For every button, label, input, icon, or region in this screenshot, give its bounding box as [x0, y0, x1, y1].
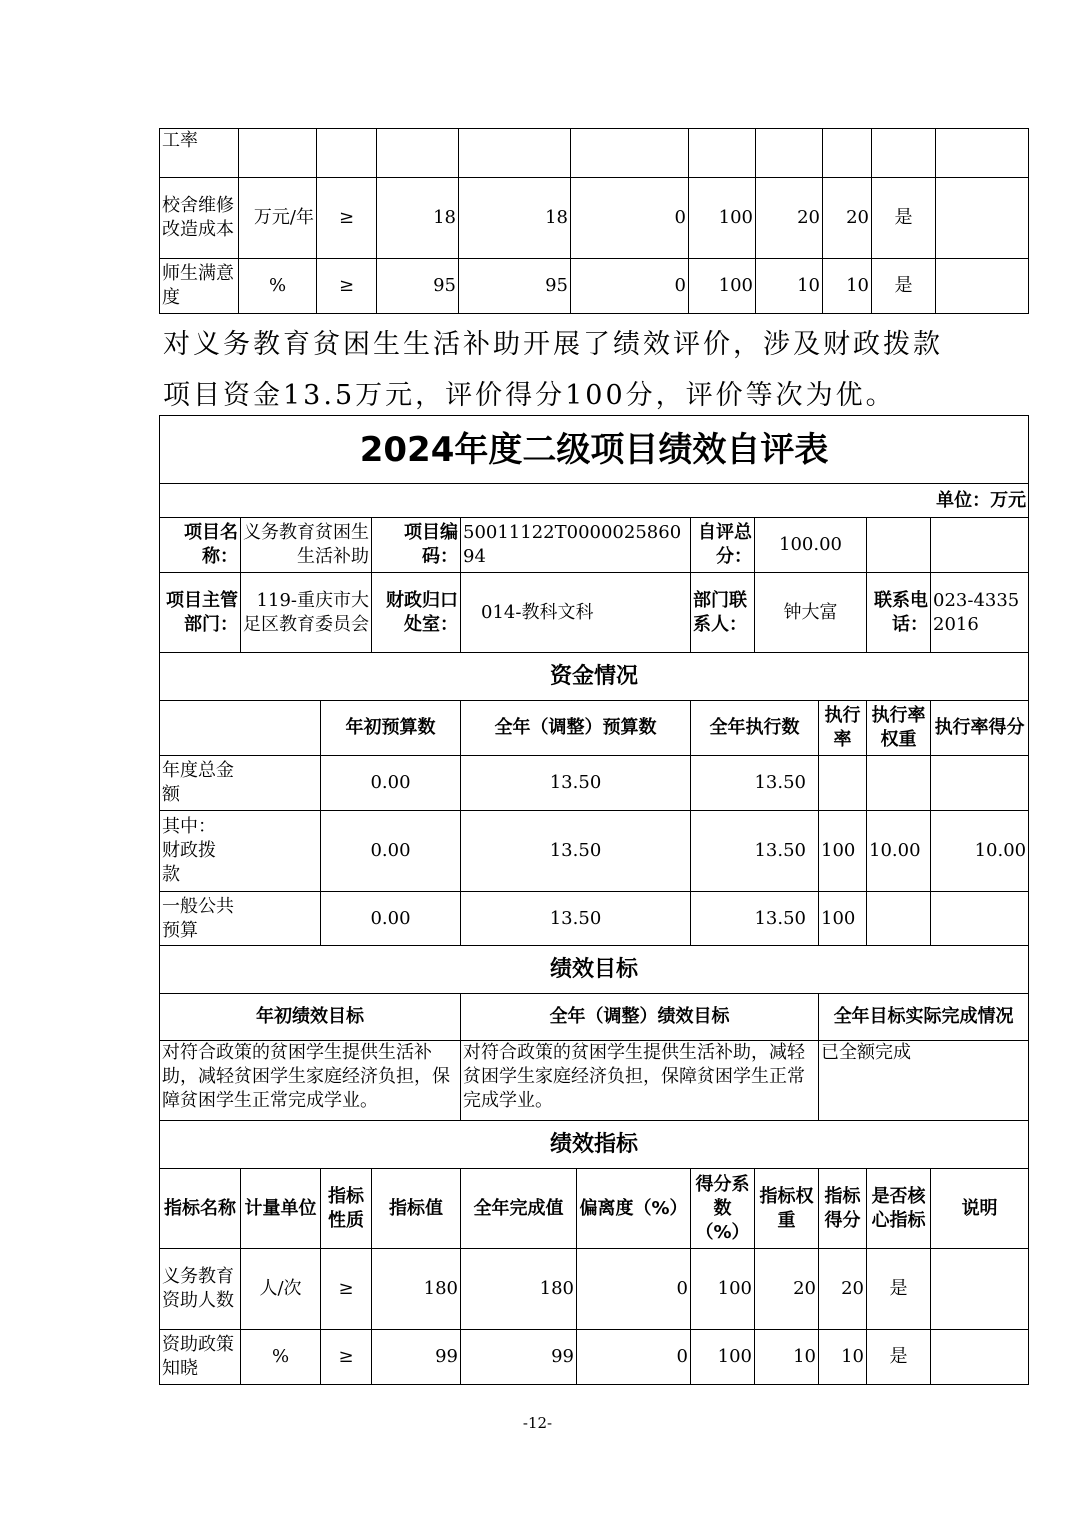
indicator-actual: 99 [461, 1330, 577, 1385]
ind-header-weight: 指标权重 [755, 1169, 819, 1249]
ind-header-actual: 全年完成值 [461, 1169, 577, 1249]
indicators-section-title: 绩效指标 [160, 1121, 1029, 1169]
form-title: 2024年度二级项目绩效自评表 [160, 416, 1029, 484]
goals-header-adjusted: 全年（调整）绩效目标 [461, 994, 819, 1041]
indicator-target: 18 [377, 178, 459, 259]
goals-initial: 对符合政策的贫困学生提供生活补助，减轻贫困学生家庭经济负担，保障贫困学生正常完成学业。 [160, 1041, 461, 1121]
funds-adjusted: 13.50 [461, 756, 691, 811]
indicator-coef: 100 [689, 178, 756, 259]
funds-row-label: 其中：财政拨款 [160, 811, 321, 892]
table-row [160, 178, 1029, 259]
indicator-weight: 10 [755, 1330, 819, 1385]
ind-header-target: 指标值 [372, 1169, 461, 1249]
indicator-name: 资助政策知晓 [160, 1330, 241, 1385]
funds-rate: 100 [819, 811, 867, 892]
funds-weight [867, 892, 931, 946]
dept-label: 项目主管部门： [160, 573, 241, 653]
indicator-target: 180 [372, 1249, 461, 1330]
indicator-target: 99 [372, 1330, 461, 1385]
funds-score [931, 892, 1029, 946]
funds-score: 10.00 [931, 811, 1029, 892]
funds-initial: 0.00 [321, 756, 461, 811]
funds-rate: 100 [819, 892, 867, 946]
ind-header-core: 是否核心指标 [867, 1169, 931, 1249]
indicator-deviation: 0 [577, 1330, 691, 1385]
project-code: 50011122T000002586094 [461, 518, 691, 573]
project-name-label: 项目名称： [160, 518, 241, 573]
funds-weight: 10.00 [867, 811, 931, 892]
indicator-note [931, 1330, 1029, 1385]
project-name: 义务教育贫困生生活补助 [241, 518, 372, 573]
indicator-core: 是 [867, 1249, 931, 1330]
phone: 023-43352016 [931, 573, 1029, 653]
goals-header-actual: 全年目标实际完成情况 [819, 994, 1029, 1041]
indicator-deviation: 0 [571, 259, 689, 314]
indicator-name: 校舍维修改造成本 [160, 178, 239, 259]
funds-executed: 13.50 [691, 892, 819, 946]
funds-row-label: 年度总金额 [160, 756, 321, 811]
indicator-core: 是 [867, 1330, 931, 1385]
indicator-coef: 100 [691, 1249, 755, 1330]
funds-rate [819, 756, 867, 811]
indicator-note [936, 178, 1029, 259]
indicator-name: 义务教育资助人数 [160, 1249, 241, 1330]
indicator-unit: % [239, 259, 317, 314]
contact-label: 部门联系人： [691, 573, 755, 653]
self-score-label: 自评总分： [691, 518, 755, 573]
indicator-core: 是 [872, 259, 936, 314]
goals-adjusted: 对符合政策的贫困学生提供生活补助，减轻贫困学生家庭经济负担，保障贫困学生正常完成学业。 [461, 1041, 819, 1121]
indicator-unit: 万元/年 [239, 178, 317, 259]
indicator-target: 95 [377, 259, 459, 314]
summary-paragraph-line-2: 项目资金13.5万元，评价得分100分，评价等次为优。 [163, 380, 896, 411]
funds-header-rate-weight: 执行率权重 [867, 701, 931, 756]
indicator-deviation: 0 [571, 178, 689, 259]
funds-executed: 13.50 [691, 756, 819, 811]
indicator-table-continued [159, 128, 1029, 314]
page-number: -12- [522, 1414, 553, 1432]
indicator-coef: 100 [689, 259, 756, 314]
indicator-nature: ≥ [317, 259, 377, 314]
indicator-weight: 10 [756, 259, 823, 314]
dept: 119-重庆市大足区教育委员会 [241, 573, 372, 653]
funds-header-executed: 全年执行数 [691, 701, 819, 756]
goals-section-title: 绩效目标 [160, 946, 1029, 994]
indicator-note [931, 1249, 1029, 1330]
funds-row-label: 一般公共预算 [160, 892, 321, 946]
funds-weight [867, 756, 931, 811]
funds-initial: 0.00 [321, 811, 461, 892]
goals-actual: 已全额完成 [819, 1041, 1029, 1121]
table-row [160, 811, 1029, 892]
indicator-unit: % [241, 1330, 321, 1385]
ind-header-unit: 计量单位 [241, 1169, 321, 1249]
ind-header-note: 说明 [931, 1169, 1029, 1249]
ind-header-coef: 得分系数（%） [691, 1169, 755, 1249]
funds-adjusted: 13.50 [461, 892, 691, 946]
funds-header-rate-score: 执行率得分 [931, 701, 1029, 756]
funds-header-initial: 年初预算数 [321, 701, 461, 756]
indicator-name: 工率 [160, 129, 239, 178]
finance-office-label: 财政归口处室： [372, 573, 461, 653]
indicator-nature: ≥ [321, 1330, 372, 1385]
table-row [160, 129, 1029, 178]
indicator-coef: 100 [691, 1330, 755, 1385]
indicator-name: 师生满意度 [160, 259, 239, 314]
indicator-actual: 95 [459, 259, 571, 314]
project-code-label: 项目编码： [372, 518, 461, 573]
goals-header-initial: 年初绩效目标 [160, 994, 461, 1041]
funds-header-adjusted: 全年（调整）预算数 [461, 701, 691, 756]
indicator-score: 20 [819, 1249, 867, 1330]
indicator-actual: 180 [461, 1249, 577, 1330]
indicator-score: 10 [823, 259, 872, 314]
funds-section-title: 资金情况 [160, 653, 1029, 701]
funds-header-rate: 执行率 [819, 701, 867, 756]
table-row [160, 756, 1029, 811]
indicator-score: 20 [823, 178, 872, 259]
ind-header-deviation: 偏离度（%） [577, 1169, 691, 1249]
table-row [160, 1330, 1029, 1385]
unit-label: 单位：万元 [160, 484, 1029, 518]
indicator-nature: ≥ [321, 1249, 372, 1330]
indicator-actual: 18 [459, 178, 571, 259]
contact: 钟大富 [755, 573, 867, 653]
table-row [160, 259, 1029, 314]
self-score: 100.00 [755, 518, 867, 573]
indicator-deviation: 0 [577, 1249, 691, 1330]
ind-header-nature: 指标性质 [321, 1169, 372, 1249]
funds-initial: 0.00 [321, 892, 461, 946]
indicator-weight: 20 [756, 178, 823, 259]
table-row [160, 1249, 1029, 1330]
phone-label: 联系电话： [867, 573, 931, 653]
indicator-note [936, 259, 1029, 314]
funds-adjusted: 13.50 [461, 811, 691, 892]
ind-header-name: 指标名称 [160, 1169, 241, 1249]
self-evaluation-form [159, 415, 1029, 1385]
summary-paragraph-line-1: 对义务教育贫困生生活补助开展了绩效评价，涉及财政拨款 [163, 329, 943, 360]
indicator-unit: 人/次 [241, 1249, 321, 1330]
ind-header-score: 指标得分 [819, 1169, 867, 1249]
indicator-nature: ≥ [317, 178, 377, 259]
indicator-core: 是 [872, 178, 936, 259]
funds-score [931, 756, 1029, 811]
table-row [160, 892, 1029, 946]
indicator-weight: 20 [755, 1249, 819, 1330]
indicator-score: 10 [819, 1330, 867, 1385]
funds-executed: 13.50 [691, 811, 819, 892]
finance-office: 014-教科文科 [461, 573, 691, 653]
